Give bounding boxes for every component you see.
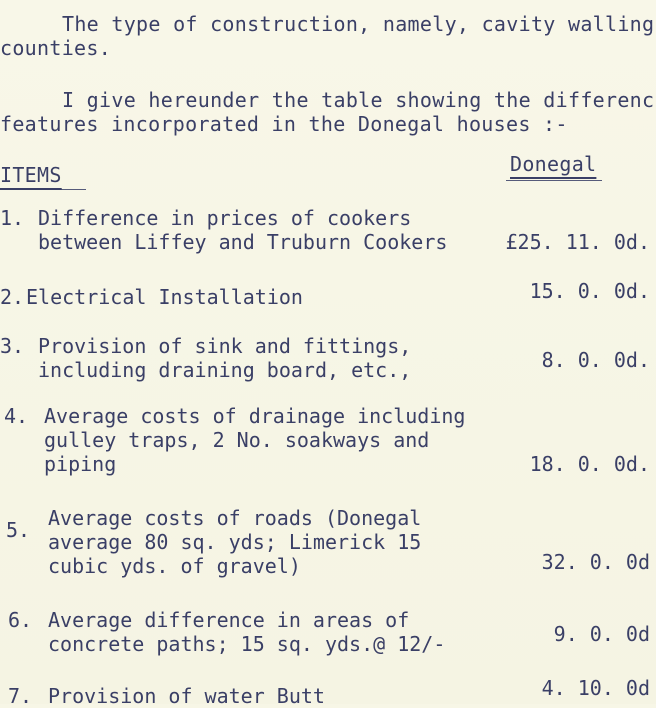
description-line: cubic yds. of gravel) <box>48 554 301 578</box>
items-heading-underline <box>0 189 86 190</box>
row-description <box>38 206 447 254</box>
description-line: Provision of water Butt <box>48 684 325 708</box>
description-line: average 80 sq. yds; Limerick 15 <box>48 530 422 554</box>
description-line: Provision of sink and fittings, <box>38 334 412 358</box>
row-number: 4. <box>4 404 29 428</box>
row-amount: 4. 10. 0d <box>541 676 650 700</box>
row-description <box>48 506 421 578</box>
intro-line-3: I give hereunder the table showing the differenc <box>62 88 655 112</box>
row-amount: 32. 0. 0d <box>541 550 650 574</box>
description-line: piping <box>44 452 117 476</box>
description-line: Average costs of drainage including <box>44 404 466 428</box>
row-amount: 9. 0. 0d <box>553 622 650 646</box>
description-line: Average difference in areas of <box>48 608 410 632</box>
row-amount: 18. 0. 0d. <box>529 452 650 476</box>
description-line: gulley traps, 2 No. soakways and <box>44 428 430 452</box>
row-description <box>44 404 465 476</box>
row-amount: 15. 0. 0d. <box>529 279 650 303</box>
description-line: Electrical Installation <box>26 285 303 309</box>
row-description <box>26 285 303 309</box>
row-description <box>48 608 445 656</box>
donegal-heading-underline <box>506 180 602 181</box>
row-number: 6. <box>8 608 33 632</box>
description-line: Difference in prices of cookers <box>38 206 412 230</box>
row-description <box>48 684 325 708</box>
donegal-column-heading: Donegal <box>510 152 597 176</box>
intro-line-1: The type of construction, namely, cavity walling <box>62 12 655 36</box>
row-number: 3. <box>0 334 25 358</box>
description-line: Average costs of roads (Donegal <box>48 506 422 530</box>
row-number: 2. <box>0 285 25 309</box>
row-number: 1. <box>0 206 25 230</box>
description-line: concrete paths; 15 sq. yds.@ 12/- <box>48 632 446 656</box>
row-number: 7. <box>8 684 33 708</box>
items-column-heading: ITEMS <box>0 163 62 187</box>
description-line: between Liffey and Truburn Cookers <box>38 230 448 254</box>
description-line: including draining board, etc., <box>38 358 412 382</box>
row-number: 5. <box>6 518 31 542</box>
row-description <box>38 334 411 382</box>
intro-line-2: counties. <box>0 36 112 60</box>
row-amount: £25. 11. 0d. <box>505 230 650 254</box>
intro-line-4: features incorporated in the Donegal houses :- <box>0 112 568 136</box>
row-amount: 8. 0. 0d. <box>541 348 650 372</box>
